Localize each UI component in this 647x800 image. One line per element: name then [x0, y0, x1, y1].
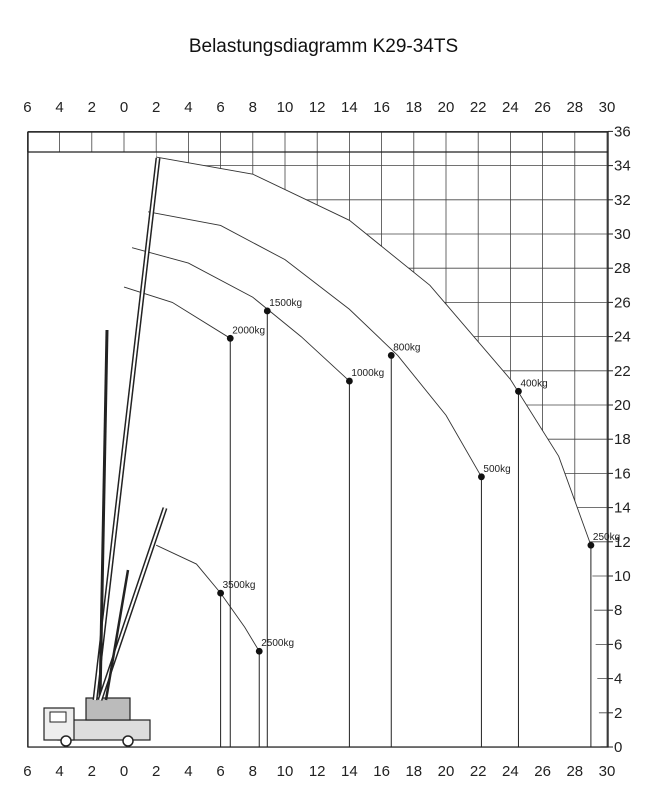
y-tick-label: 24: [614, 328, 631, 346]
x-tick-label-bottom: 22: [469, 763, 487, 780]
load-label: 2500kg: [261, 638, 295, 650]
x-tick-label-bottom: 16: [373, 763, 390, 780]
x-tick-label-top: 22: [469, 99, 487, 116]
x-tick-label-bottom: 18: [405, 763, 423, 780]
y-tick-label: 10: [614, 568, 631, 585]
load-label: 3500kg: [222, 580, 256, 592]
y-tick-label: 36: [614, 123, 631, 141]
x-tick-label-bottom: 8: [248, 763, 257, 780]
x-tick-label-top: 26: [534, 99, 551, 116]
y-tick-label: 8: [614, 602, 623, 620]
y-tick-label: 0: [614, 739, 623, 756]
x-tick-label-bottom: 14: [341, 763, 358, 780]
load-label: 800kg: [393, 342, 421, 354]
y-tick-label: 4: [614, 670, 623, 688]
y-tick-label: 26: [614, 294, 631, 312]
load-label: 400kg: [520, 378, 548, 390]
x-tick-label-top: 0: [119, 99, 129, 116]
x-tick-label-top: 12: [308, 99, 326, 116]
x-tick-label-bottom: 20: [437, 763, 455, 780]
x-tick-label-top: 2: [152, 99, 161, 116]
x-tick-label-top: 6: [23, 99, 32, 116]
x-tick-label-bottom: 30: [598, 763, 616, 780]
x-tick-label-bottom: 0: [119, 763, 129, 780]
y-tick-label: 14: [614, 499, 631, 517]
x-tick-label-top: 28: [566, 99, 584, 116]
x-tick-label-top: 14: [341, 99, 358, 116]
x-tick-label-bottom: 4: [184, 763, 193, 780]
load-label: 250kg: [592, 532, 621, 544]
x-tick-label-bottom: 28: [566, 763, 584, 780]
y-tick-label: 18: [614, 431, 631, 449]
y-tick-label: 30: [614, 226, 631, 243]
y-tick-label: 2: [614, 704, 623, 722]
truck-wheel: [61, 736, 71, 746]
y-tick-label: 16: [614, 465, 631, 483]
truck-window: [50, 712, 66, 722]
load-label: 1500kg: [269, 297, 303, 309]
y-tick-label: 6: [614, 636, 623, 654]
y-tick-label: 32: [614, 191, 631, 209]
x-tick-label-bottom: 10: [276, 763, 294, 780]
y-tick-label: 12: [614, 533, 631, 551]
y-tick-label: 28: [614, 260, 631, 278]
x-tick-label-bottom: 24: [502, 763, 519, 780]
x-tick-label-bottom: 4: [55, 763, 64, 780]
x-tick-label-bottom: 26: [534, 763, 551, 780]
x-tick-label-bottom: 6: [23, 763, 32, 780]
x-tick-label-top: 10: [276, 99, 294, 116]
x-tick-label-bottom: 12: [308, 763, 326, 780]
x-tick-label-top: 24: [502, 99, 519, 116]
load-label: 500kg: [483, 463, 511, 475]
x-tick-label-top: 16: [373, 99, 390, 116]
x-tick-label-top: 20: [437, 99, 455, 116]
load-label: 1000kg: [351, 368, 385, 380]
x-tick-label-top: 30: [598, 99, 616, 116]
x-tick-label-top: 4: [184, 99, 193, 116]
crane-base: [86, 698, 130, 720]
chart-title: Belastungsdiagramm K29-34TS: [188, 36, 459, 57]
x-tick-label-bottom: 6: [216, 763, 225, 780]
x-tick-label-top: 4: [55, 99, 64, 116]
x-tick-label-top: 6: [216, 99, 225, 116]
load-label: 2000kg: [232, 325, 266, 337]
x-tick-label-top: 18: [405, 99, 423, 116]
x-tick-label-top: 2: [87, 99, 96, 116]
truck-wheel: [123, 736, 133, 746]
y-tick-label: 22: [614, 362, 631, 380]
x-tick-label-bottom: 2: [152, 763, 161, 780]
x-tick-label-bottom: 2: [87, 763, 96, 780]
x-tick-label-top: 8: [248, 99, 257, 116]
y-tick-label: 20: [614, 397, 631, 414]
y-tick-label: 34: [614, 157, 631, 175]
